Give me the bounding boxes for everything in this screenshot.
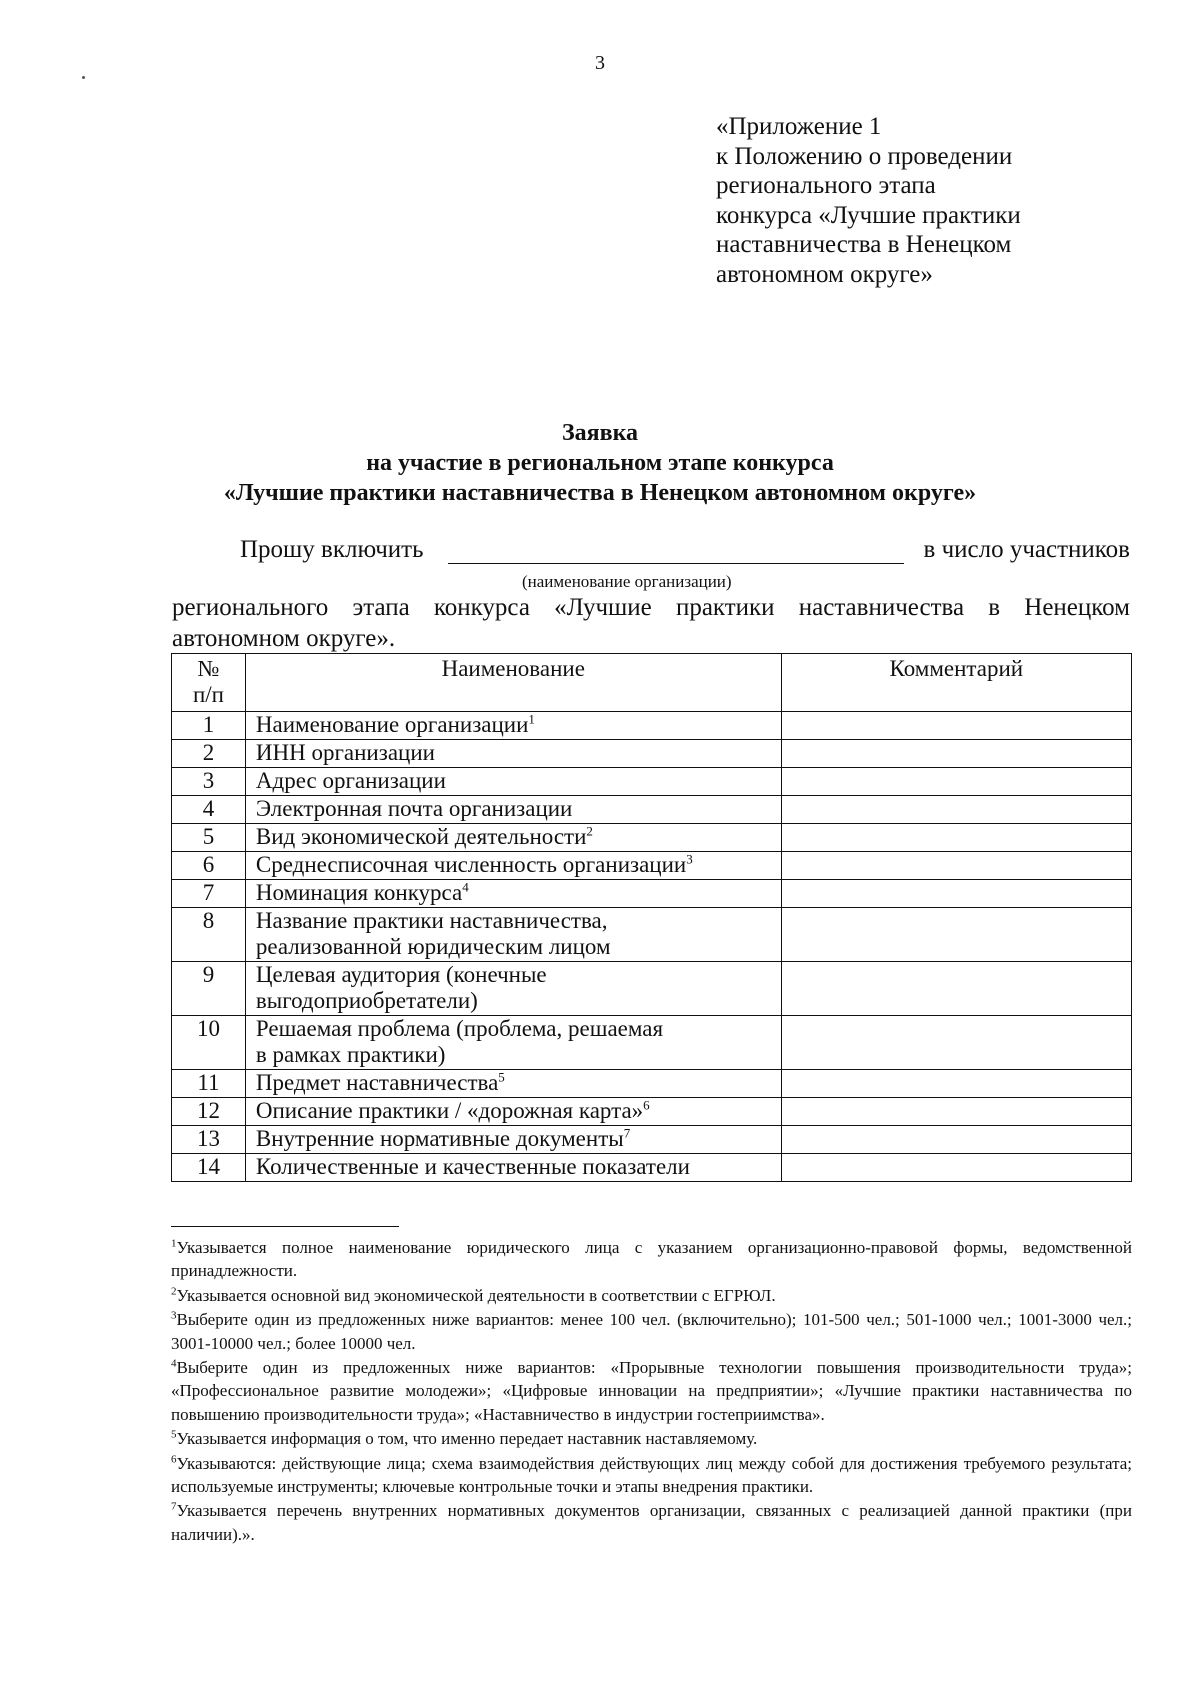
footnote-text: Выберите один из предложенных ниже вариантов: «Прорывные технологии повышения производительности труда»; «Профессиональное развитие молодежи»; «Цифровые инновации на предприятии»; «Лучшие практики наставничества по повышению производительности труда»; «Наставничество в индустрии гостеприимства». <box>171 1358 1132 1424</box>
row-name <box>245 712 781 740</box>
table-row <box>172 1154 1132 1182</box>
row-number: 3 <box>172 768 246 796</box>
row-comment-cell[interactable] <box>781 908 1131 962</box>
row-name <box>245 796 781 824</box>
table-row <box>172 1016 1132 1070</box>
request-line <box>240 536 1130 568</box>
footnote <box>171 1427 1132 1450</box>
footnote-text: Указывается информация о том, что именно передает наставник наставляемому. <box>176 1429 758 1449</box>
row-comment-cell[interactable] <box>781 740 1131 768</box>
table-row <box>172 768 1132 796</box>
row-comment-cell[interactable] <box>781 880 1131 908</box>
row-number: 13 <box>172 1126 246 1154</box>
row-name-text: Номинация конкурса <box>255 880 463 905</box>
footnote-text: Указываются: действующие лица; схема взаимодействия действующих лиц между собой для достижения требуемого результата; используемые инструменты; ключевые контрольные точки и этапы внедрения практики. <box>171 1453 1132 1497</box>
footnote-text: Выберите один из предложенных ниже вариантов: менее 100 чел. (включительно); 101-500 чел.; 501-1000 чел.; 1001-3000 чел.; 3001-10000 чел.; более 10000 чел. <box>171 1310 1132 1353</box>
row-comment-cell[interactable] <box>781 1154 1131 1182</box>
row-number: 6 <box>172 852 246 880</box>
row-name-text: Предмет наставничества <box>255 1070 499 1095</box>
header-number-line-2: п/п <box>192 682 224 707</box>
row-name-text: Среднесписочная численность организации <box>255 852 687 877</box>
table-row <box>172 740 1132 768</box>
row-name-text: Вид экономической деятельности <box>255 824 587 849</box>
row-comment-cell[interactable] <box>781 824 1131 852</box>
row-comment-cell[interactable] <box>781 768 1131 796</box>
row-number: 8 <box>172 908 246 962</box>
request-lead: Прошу включить <box>240 536 424 563</box>
row-name-text: Внутренние нормативные документы <box>255 1126 624 1151</box>
document-title <box>0 418 1200 508</box>
footnote-separator <box>171 1226 399 1227</box>
table-row <box>172 908 1132 962</box>
row-number: 10 <box>172 1016 246 1070</box>
row-number: 2 <box>172 740 246 768</box>
row-name-text: Название практики наставничества, <box>255 908 608 933</box>
row-name-text: Решаемая проблема (проблема, решаемая <box>255 1016 664 1041</box>
row-name <box>245 908 781 962</box>
row-comment-cell[interactable] <box>781 796 1131 824</box>
footnote-mark: 4 <box>171 1357 177 1370</box>
footnote <box>171 1356 1132 1426</box>
row-name <box>245 1016 781 1070</box>
footnote-mark: 1 <box>171 1237 177 1250</box>
appendix-header <box>716 112 1156 289</box>
application-table <box>171 653 1132 1182</box>
row-name-text: Электронная почта организации <box>255 796 573 821</box>
table-row <box>172 796 1132 824</box>
row-comment-cell[interactable] <box>781 962 1131 1016</box>
appendix-line: автономном округе» <box>716 260 933 288</box>
row-name <box>245 1154 781 1182</box>
row-name <box>245 880 781 908</box>
title-line-3: «Лучшие практики наставничества в Ненецком автономном округе» <box>223 480 977 506</box>
table-row <box>172 880 1132 908</box>
paragraph-line-2: автономном округе». <box>172 625 396 652</box>
row-comment-cell[interactable] <box>781 712 1131 740</box>
row-number: 1 <box>172 712 246 740</box>
row-name <box>245 1098 781 1126</box>
table-row <box>172 1126 1132 1154</box>
title-line-2: на участие в региональном этапе конкурса <box>366 450 834 476</box>
row-name <box>245 824 781 852</box>
appendix-line: к Положению о проведении <box>716 142 1013 170</box>
row-name <box>245 852 781 880</box>
footnote-text: Указывается полное наименование юридического лица с указанием организационно-правовой формы, ведомственной принадлежности. <box>171 1238 1132 1281</box>
footnote-ref: 2 <box>586 823 593 839</box>
footnote-text: Указывается основной вид экономической деятельности в соответствии с ЕГРЮЛ. <box>176 1285 776 1305</box>
footnote <box>171 1452 1132 1499</box>
row-comment-cell[interactable] <box>781 1070 1131 1098</box>
organization-name-caption: (наименование организации) <box>522 572 732 591</box>
row-comment-cell[interactable] <box>781 1126 1131 1154</box>
row-name-text: Описание практики / «дорожная карта» <box>255 1098 644 1123</box>
footnote-mark: 3 <box>171 1309 177 1322</box>
appendix-line: наставничества в Ненецком <box>716 231 1012 258</box>
row-number: 9 <box>172 962 246 1016</box>
table-body <box>172 712 1132 1182</box>
header-name: Наименование <box>245 654 781 712</box>
row-name-text: ИНН организации <box>255 740 435 765</box>
footnote-mark: 2 <box>171 1285 177 1298</box>
row-number: 7 <box>172 880 246 908</box>
appendix-line: регионального этапа <box>716 172 936 199</box>
table-row <box>172 712 1132 740</box>
row-comment-cell[interactable] <box>781 852 1131 880</box>
row-name-text: Адрес организации <box>255 768 446 793</box>
row-number: 12 <box>172 1098 246 1126</box>
organization-name-blank[interactable] <box>448 563 904 564</box>
table-row <box>172 852 1132 880</box>
footnote-ref: 1 <box>528 711 535 727</box>
row-name-text-continued: в рамках практики) <box>255 1042 446 1067</box>
footnotes <box>171 1236 1132 1547</box>
footnote-mark: 7 <box>171 1500 177 1513</box>
row-name-text-continued: реализованной юридическим лицом <box>255 934 611 959</box>
footnote <box>171 1284 1132 1307</box>
row-name-text: Количественные и качественные показатели <box>255 1154 690 1179</box>
row-name-text: Целевая аудитория (конечные <box>255 962 547 987</box>
table-row <box>172 1070 1132 1098</box>
appendix-line: конкурса «Лучшие практики <box>716 201 1021 229</box>
appendix-line: «Приложение 1 <box>716 113 882 140</box>
row-number: 5 <box>172 824 246 852</box>
footnote-ref: 6 <box>643 1097 650 1113</box>
scan-speck <box>82 76 85 79</box>
footnote-text: Указывается перечень внутренних нормативных документов организации, связанных с реализацией данной практики (при наличии).». <box>171 1501 1132 1544</box>
row-number: 11 <box>172 1070 246 1098</box>
footnote-mark: 6 <box>171 1453 177 1465</box>
row-name <box>245 768 781 796</box>
footnote-ref: 7 <box>623 1125 631 1141</box>
table-row <box>172 1098 1132 1126</box>
header-number-line-1: № <box>197 656 220 681</box>
footnote <box>171 1236 1132 1283</box>
footnote <box>171 1308 1132 1355</box>
footnote-ref: 5 <box>498 1069 505 1085</box>
request-trail: в число участников <box>923 536 1130 563</box>
row-number: 4 <box>172 796 246 824</box>
table-row <box>172 962 1132 1016</box>
request-paragraph <box>172 592 1130 654</box>
row-name <box>245 962 781 1016</box>
row-comment-cell[interactable] <box>781 1098 1131 1126</box>
row-name <box>245 1126 781 1154</box>
title-line-1: Заявка <box>561 420 639 446</box>
footnote-mark: 5 <box>171 1428 177 1441</box>
table-row <box>172 824 1132 852</box>
row-name <box>245 740 781 768</box>
row-name-text-continued: выгодоприобретатели) <box>255 988 478 1013</box>
footnote-ref: 3 <box>686 851 693 867</box>
table-header-row <box>172 654 1132 712</box>
page-number: 3 <box>595 52 605 74</box>
paragraph-line-1: регионального этапа конкурса «Лучшие практики наставничества в Ненецком <box>172 594 1130 621</box>
row-number: 14 <box>172 1154 246 1182</box>
row-name-text: Наименование организации <box>255 712 529 737</box>
footnote <box>171 1499 1132 1546</box>
footnote-ref: 4 <box>462 879 469 895</box>
row-name <box>245 1070 781 1098</box>
header-number <box>172 654 246 712</box>
header-comment: Комментарий <box>781 654 1131 712</box>
row-comment-cell[interactable] <box>781 1016 1131 1070</box>
